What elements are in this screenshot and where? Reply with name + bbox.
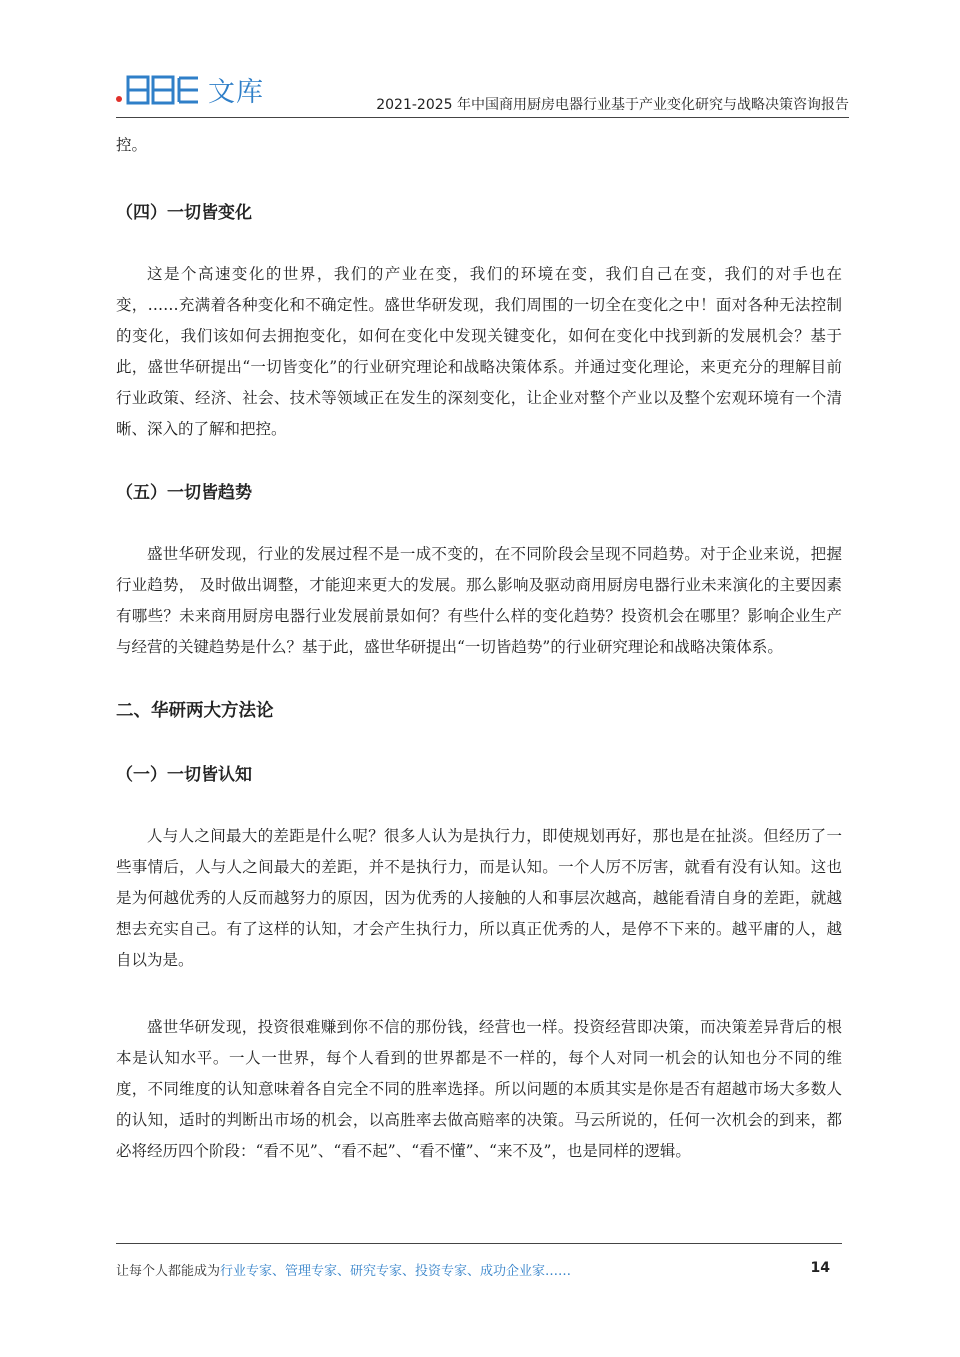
section-5-paragraph: 盛世华研发现，行业的发展过程不是一成不变的，在不同阶段会呈现不同趋势。对于企业来说，把握行业趋势， 及时做出调整，才能迎来更大的发展。那么影响及驱动商用厨房电器行业未来演化的主要因素有哪些？未来商用厨房电器行业发展前景如何？有些什么样的变化趋势？投资机会在哪里？影响企业生产与经营的关键趋势是什么？基于此，盛世华研提出“一切皆趋势”的行业研究理论和战略决策体系。 — [116, 545, 842, 656]
section-4-heading: （四）一切皆变化 — [116, 203, 252, 223]
page-number: 14 — [810, 1260, 830, 1276]
logo — [116, 70, 264, 109]
subsection-1-heading: （一）一切皆认知 — [116, 765, 252, 785]
subsection-1-paragraph-2: 盛世华研发现，投资很难赚到你不信的那份钱，经营也一样。投资经营即决策，而决策差异背后的根本是认知水平。一人一世界，每个人看到的世界都是不一样的，每个人对同一机会的认知也分不同的维度，不同维度的认知意味着各自完全不同的胜率选择。所以问题的本质其实是你是否有超越市场大多数人的认知，适时的判断出市场的机会，以高胜率去做高赔率的决策。马云所说的，任何一次机会的到来，都必将经历四个阶段：“看不见”、“看不起”、“看不懂”、“来不及”，也是同样的逻辑。 — [116, 1018, 842, 1160]
carry-over-text: 控。 — [116, 136, 148, 154]
logo-mark-icon — [126, 73, 202, 107]
section-4-paragraph: 这是个高速变化的世界，我们的产业在变，我们的环境在变，我们自己在变，我们的对手也在变，……充满着各种变化和不确定性。盛世华研发现，我们周围的一切全在变化之中！面对各种无法控制的变化，我们该如何去拥抱变化，如何在变化中发现关键变化，如何在变化中找到新的发展机会？基于此，盛世华研提出“一切皆变化”的行业研究理论和战略决策体系。并通过变化理论，来更充分的理解目前行业政策、经济、社会、技术等领域正在发生的深刻变化，让企业对整个产业以及整个宏观环境有一个清晰、深入的了解和把控。 — [116, 265, 842, 438]
chapter-2-heading: 二、华研两大方法论 — [116, 701, 274, 721]
section-5-heading: （五）一切皆趋势 — [116, 483, 252, 503]
report-title: 2021-2025 年中国商用厨房电器行业基于产业变化研究与战略决策咨询报告 — [376, 97, 849, 113]
footer-slogan-highlight: 行业专家、管理专家、研究专家、投资专家、成功企业家…… — [220, 1264, 572, 1279]
page-header — [116, 66, 849, 118]
logo-dot-icon — [116, 96, 122, 102]
page-body — [116, 130, 842, 1167]
logo-text: 文库 — [208, 77, 264, 108]
header-divider — [116, 117, 849, 118]
footer-divider — [116, 1243, 842, 1244]
subsection-1-paragraph-1: 人与人之间最大的差距是什么呢？很多人认为是执行力，即使规划再好，那也是在扯淡。但经历了一些事情后，人与人之间最大的差距，并不是执行力，而是认知。一个人厉不厉害，就看有没有认知。这也是为何越优秀的人反而越努力的原因，因为优秀的人接触的人和事层次越高，越能看清自身的差距，就越想去充实自己。有了这样的认知，才会产生执行力，所以真正优秀的人，是停不下来的。越平庸的人，越自以为是。 — [116, 827, 842, 969]
footer-slogan-lead: 让每个人都能成为 — [116, 1264, 221, 1279]
page-footer — [116, 1260, 830, 1282]
